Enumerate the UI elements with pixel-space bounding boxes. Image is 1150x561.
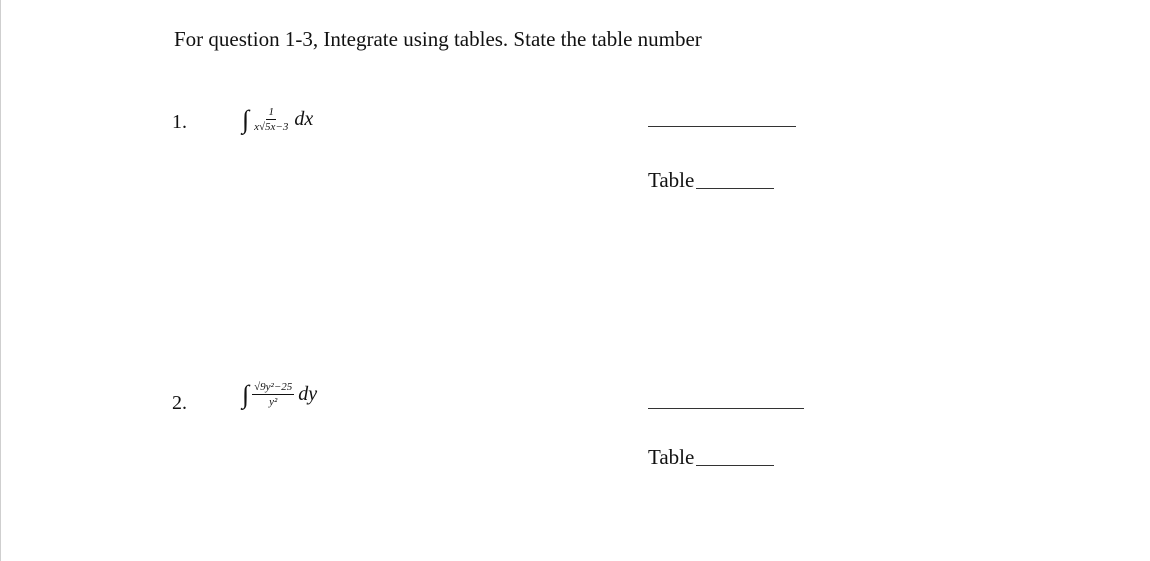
question-1-table-row	[648, 168, 774, 193]
question-2-table-blank[interactable]	[696, 465, 774, 466]
question-2-numerator: √9y²−25	[252, 381, 294, 395]
question-1-numerator: 1	[266, 106, 276, 120]
question-2-table-row	[648, 445, 774, 470]
integral-sign: ∫	[242, 104, 250, 134]
question-2-number: 2.	[172, 392, 187, 414]
question-2-table-label: Table	[648, 445, 695, 469]
question-1-number: 1.	[172, 111, 187, 133]
page-edge	[0, 0, 1, 561]
question-2-answer-line[interactable]	[648, 408, 804, 409]
question-2-differential: dy	[298, 383, 318, 406]
question-1-table-blank[interactable]	[696, 188, 774, 189]
instructions-text: For question 1-3, Integrate using tables. State the table number	[174, 27, 702, 51]
question-1-table-label: Table	[648, 168, 695, 192]
question-2-integral	[242, 381, 317, 408]
integral-sign: ∫	[242, 379, 250, 409]
question-2-denominator: y²	[269, 396, 278, 409]
question-1-fraction	[252, 106, 290, 133]
question-1-denominator: x√5x−3	[254, 121, 289, 134]
question-1-answer-line[interactable]	[648, 126, 796, 127]
question-1-differential: dx	[294, 108, 314, 131]
question-2-fraction	[252, 381, 294, 408]
question-1-integral	[242, 106, 313, 133]
